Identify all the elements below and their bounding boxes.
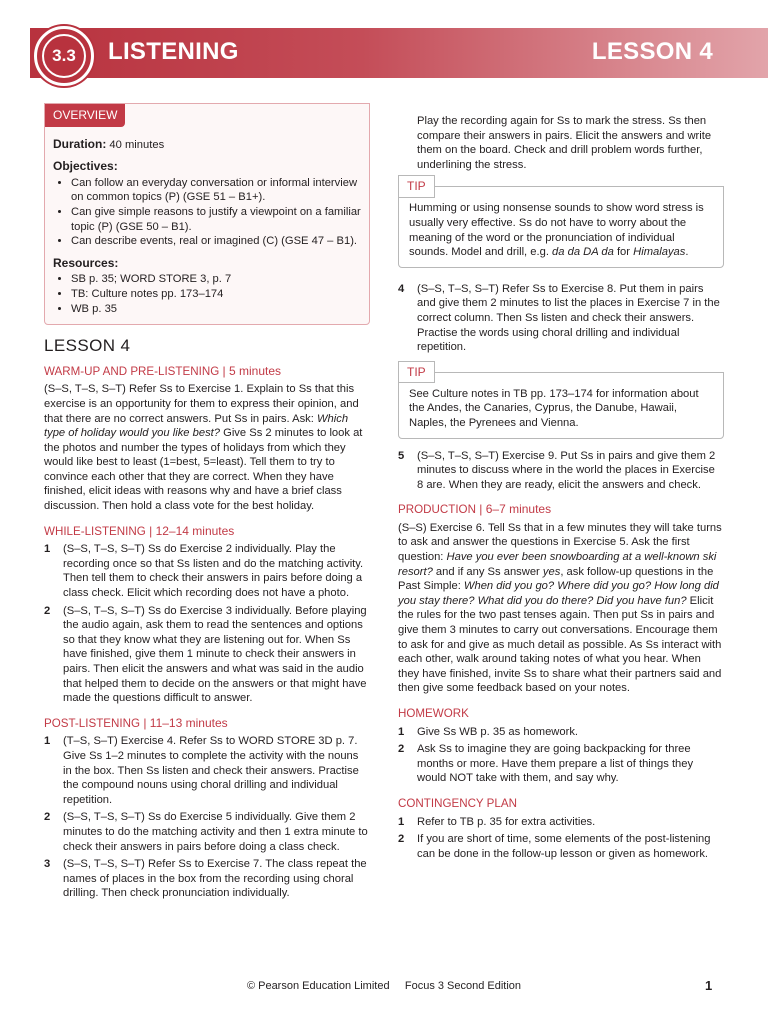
tip-box bbox=[398, 179, 724, 267]
objective-item: • Can give simple reasons to justify a viewpoint on a familiar topic (P) (GSE 50 – B1). bbox=[71, 205, 361, 234]
list-item: 1 Give Ss WB p. 35 as homework. bbox=[398, 725, 579, 738]
resource-item: • SB p. 35; WORD STORE 3, p. 7 bbox=[71, 272, 361, 287]
list-item: 2 (S–S, T–S, S–T) Ss do Exercise 3 individually. Before playing the audio again, ask them to read the sentences and options so that they know what they are listening out for. When Ss have finished, give them 1 minute to check their answers in pairs. Then elicit the answers and what was said in the audio that helped them to decide on the answers or that might have made the questions difficult to answer. bbox=[44, 604, 367, 705]
continued-text: Play the recording again for Ss to mark the stress. Ss then compare their answers in pairs. Elicit the answers and write them on the board. Check and drill problem words further, underlining the stress. bbox=[417, 115, 712, 171]
tip-box bbox=[398, 364, 724, 439]
list-item: 1 (S–S, T–S, S–T) Ss do Exercise 2 individually. Play the recording once so that Ss listen and do the matching activity. Then tell them to check their answers in pairs before doing a class check. Elicit which recording does not have a photo. bbox=[44, 543, 364, 600]
duration-value: 40 minutes bbox=[106, 138, 165, 151]
objective-item: • Can follow an everyday conversation or informal interview on common topics (P) (GSE 51 – B1+). bbox=[71, 176, 361, 205]
right-column bbox=[398, 114, 724, 864]
tip-text: Humming or using nonsense sounds to show word stress is usually very effective. Ss do not have to worry about the meaning of the word or the pronunciation of individual sounds. Model and drill, e.g. da da DA da for Himalayas. bbox=[409, 202, 704, 259]
overview-tab: OVERVIEW bbox=[45, 104, 125, 127]
list-item: 1 Refer to TB p. 35 for extra activities. bbox=[398, 815, 596, 828]
duration-label: Duration: bbox=[53, 136, 107, 151]
unit-number: 3.3 bbox=[42, 34, 86, 78]
production-text: (S–S) Exercise 6. Tell Ss that in a few minutes they will take turns to ask and answer the questions in Exercise 5. Ask the first question: Have you ever been snowboarding at a well-known ski resort? and if any Ss answer yes, ask follow-up questions in the Past Simple: When did you go? Where did you go? How long did you stay there? What did you do there? Did you have fun? Elicit the rules for the two past tenses again. Then put Ss in pairs and give them 3 minutes to carry out conversations. Encourage them to ask for and give as much detail as possible. As Ss interact with each other, walk around taking notes of what you hear. When they have finished, invite Ss to share what their partners said and then give some feedback based on your notes. bbox=[398, 521, 722, 695]
list-item: 3 (S–S, T–S, S–T) Refer Ss to Exercise 7. The class repeat the names of places in the box from the recording using choral drilling. Then check pronunciation individually. bbox=[44, 858, 367, 900]
resource-item: • TB: Culture notes pp. 173–174 bbox=[71, 287, 361, 302]
production-heading: PRODUCTION | 6–7 minutes bbox=[398, 502, 552, 517]
section-title: LISTENING bbox=[108, 38, 239, 65]
list-item: 5 (S–S, T–S, S–T) Exercise 9. Put Ss in pairs and give them 2 minutes to discuss where in the world the places in Exercise 8 are. When they are ready, elicit the answers and check. bbox=[398, 449, 716, 491]
lesson-label: LESSON 4 bbox=[591, 38, 713, 65]
lesson-heading: LESSON 4 bbox=[44, 336, 131, 356]
contingency-heading: CONTINGENCY PLAN bbox=[398, 796, 517, 810]
list-item: 1 (T–S, S–T) Exercise 4. Refer Ss to WORD STORE 3D p. 7. Give Ss 1–2 minutes to complete the activity with the nouns in the box. Then Ss listen and check their answers. Practise the compound nouns using choral drilling and individual repetition. bbox=[44, 735, 359, 806]
objectives-list bbox=[53, 176, 361, 249]
unit-badge bbox=[34, 26, 94, 86]
while-listening-heading: WHILE-LISTENING | 12–14 minutes bbox=[44, 523, 235, 538]
tip-label: TIP bbox=[398, 361, 435, 384]
warmup-text: (S–S, T–S, S–T) Refer Ss to Exercise 1. Explain to Ss that this exercise is an opportunity for them to express their opinion, and that there are no correct answers. Put Ss in pairs. Ask: Which type of holiday would you like best? Give Ss 2 minutes to look at the photos and number the types of holidays from which they would like best to least (1=best, 5=least). Tell them to try to convince each other that they are correct. When they have finished, elicit ideas with reasons why and have a brief class discussion. Then hold a class vote for the best holiday. bbox=[44, 383, 363, 513]
resources-list bbox=[53, 272, 361, 316]
resource-item: • WB p. 35 bbox=[71, 302, 361, 317]
homework-heading: HOMEWORK bbox=[398, 707, 469, 720]
post-listening-heading: POST-LISTENING | 11–13 minutes bbox=[44, 715, 228, 730]
left-column bbox=[44, 103, 370, 904]
tip-label: TIP bbox=[398, 175, 435, 198]
list-item: 2 If you are short of time, some elements of the post-listening can be done in the follow-up lesson or given as homework. bbox=[398, 833, 711, 860]
footer-credit: © Pearson Education Limited Focus 3 Second Edition bbox=[246, 980, 522, 992]
list-item: 2 (S–S, T–S, S–T) Ss do Exercise 5 individually. Give them 2 minutes to do the matching activity and then 1 extra minute to check their answers in pairs before doing a class check. bbox=[44, 811, 368, 853]
objectives-label: Objectives: bbox=[53, 159, 118, 174]
list-item: 4 (S–S, T–S, S–T) Refer Ss to Exercise 8. Put them in pairs and give them 2 minutes to list the places in Exercise 7 in the correct column. Then Ss listen and check their answers. Practise the words using choral drilling and individual repetition. bbox=[398, 282, 720, 354]
list-item: 2 Ask Ss to imagine they are going backpacking for three months or more. Have them prepare a list of things they would NOT take with them, and say why. bbox=[398, 743, 694, 785]
resources-label: Resources: bbox=[53, 255, 119, 270]
objective-item: • Can describe events, real or imagined (C) (GSE 47 – B1). bbox=[71, 234, 361, 249]
warmup-heading: WARM-UP AND PRE-LISTENING | 5 minutes bbox=[44, 363, 282, 378]
overview-box bbox=[44, 103, 370, 325]
tip-text: See Culture notes in TB pp. 173–174 for information about the Andes, the Canaries, Cyprus, the Danube, Hawaii, Naples, the Pyrenees and Vienna. bbox=[409, 387, 699, 429]
page-number: 1 bbox=[705, 978, 713, 993]
